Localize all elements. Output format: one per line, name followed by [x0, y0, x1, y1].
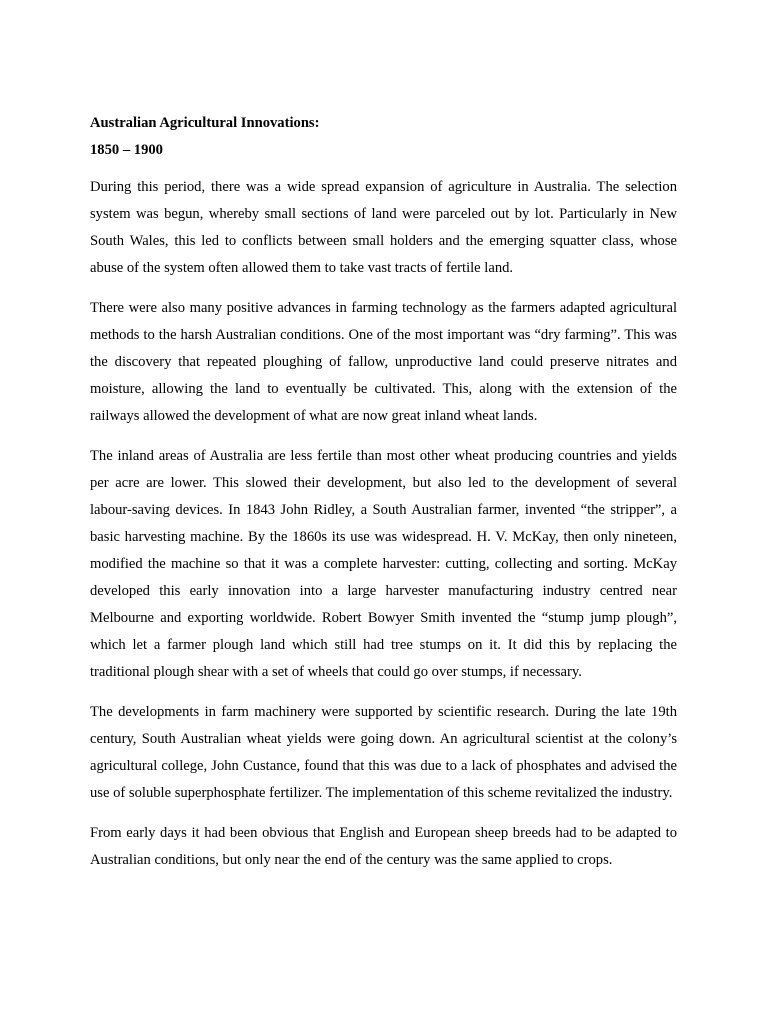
paragraph-4: The developments in farm machinery were supported by scientific research. During the late 19th century, South Australian wheat yields were going down. An agricultural scientist at the colony’s agricultural college, John Custance, found that this was due to a lack of phosphates and advised the use of soluble superphosphate fertilizer. The implementation of this scheme revitalized the industry. — [90, 704, 677, 801]
paragraph-1: During this period, there was a wide spread expansion of agriculture in Australia. The selection system was begun, whereby small sections of land were parceled out by lot. Particularly in New South Wales, this led to conflicts between small holders and the emerging squatter class, whose abuse of the system often allowed them to take vast tracts of fertile land. — [90, 179, 677, 276]
paragraph-3: The inland areas of Australia are less fertile than most other wheat producing countries and yields per acre are lower. This slowed their development, but also led to the development of several labour-saving devices. In 1843 John Ridley, a South Australian farmer, invented “the stripper”, a basic harvesting machine. By the 1860s its use was widespread. H. V. McKay, then only nineteen, modified the machine so that it was a complete harvester: cutting, collecting and sorting. McKay developed this early innovation into a large harvester manufacturing industry centred near Melbourne and exporting worldwide. Robert Bowyer Smith invented the “stump jump plough”, which let a farmer plough land which still had tree stumps on it. It did this by replacing the traditional plough shear with a set of wheels that could go over stumps, if necessary. — [90, 448, 677, 680]
document-title: Australian Agricultural Innovations: — [90, 115, 320, 131]
paragraph-2: There were also many positive advances in farming technology as the farmers adapted agricultural methods to the harsh Australian conditions. One of the most important was “dry farming”. This was the discovery that repeated ploughing of fallow, unproductive land could preserve nitrates and moisture, allowing the land to eventually be cultivated. This, along with the extension of the railways allowed the development of what are now great inland wheat lands. — [90, 300, 677, 424]
document-page — [90, 110, 677, 874]
document-subtitle: 1850 – 1900 — [90, 141, 163, 158]
paragraph-5: From early days it had been obvious that English and European sheep breeds had to be adapted to Australian conditions, but only near the end of the century was the same applied to crops. — [90, 825, 677, 868]
